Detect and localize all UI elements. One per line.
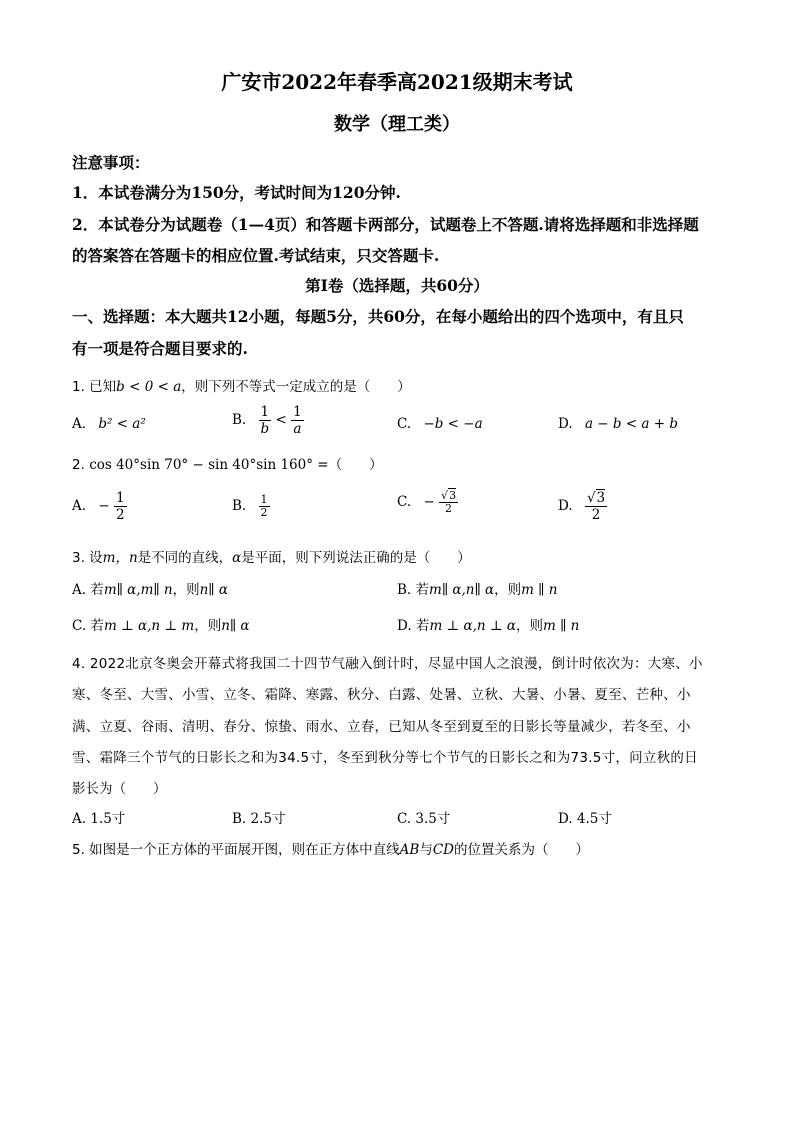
option-label: B. <box>232 412 247 428</box>
q2-prefix: 2. <box>72 457 85 473</box>
fraction: $\frac{1}{a}$ <box>293 404 302 437</box>
fraction: $\frac{1}{2}$ <box>115 490 125 523</box>
option-label: A. <box>72 498 87 514</box>
question-3-stem: 3. 设m，n是不同的直线，α是平面，则下列说法正确的是（ ） <box>72 550 471 566</box>
q3-option-c[interactable]: C. 若m ⊥ α,n ⊥ m，则n∥ α <box>72 618 250 634</box>
q2-option-a[interactable] <box>72 490 127 523</box>
q4-option-c[interactable]: C. 3.5寸 <box>397 811 451 827</box>
question-1-stem <box>72 375 411 395</box>
option-text: a − b < a + b <box>584 416 679 432</box>
subject-title: 数学（理工类） <box>334 114 460 135</box>
q2-option-c[interactable] <box>397 490 458 515</box>
q1-prefix: 1. 已知 <box>72 379 117 395</box>
question-4-line-1: 4. 2022北京冬奥会开幕式将我国二十四节气融入倒计时，尽显中国人之浪漫，倒计时依次为：大寒、小 <box>72 656 703 672</box>
q4-option-d[interactable]: D. 4.5寸 <box>558 811 612 827</box>
fraction: $\frac{√3}{2}$ <box>441 489 457 515</box>
question-4-line-3: 满、立夏、谷雨、清明、春分、惊蛰、雨水、立春，已知从冬至到夏至的日影长等量减少，若冬至、小 <box>72 719 691 735</box>
question-4-line-5: 影长为（ ） <box>72 781 167 797</box>
q3-option-a[interactable]: A. 若m∥ α,m∥ n，则n∥ α <box>72 582 228 598</box>
q1-option-d[interactable] <box>558 416 678 432</box>
q4-option-b[interactable]: B. 2.5寸 <box>232 811 286 827</box>
option-label: C. <box>397 494 412 510</box>
q3-lines: m，n <box>102 550 138 566</box>
question-4-line-4: 雪、霜降三个节气的日影长之和为34.5寸，冬至到秋分等七个节气的日影长之和为73.5寸，问立秋的日 <box>72 750 698 766</box>
option-label: C. <box>397 416 412 432</box>
sign: − <box>98 498 110 514</box>
note-item-2-line-1: 2．本试卷分为试题卷（1—4页）和答题卡两部分，试题卷上不答题.请将选择题和非选择题 <box>72 215 699 234</box>
note-item-1: 1．本试卷满分为150分，考试时间为120分钟. <box>72 183 401 202</box>
q3-option-d[interactable]: D. 若m ⊥ α,n ⊥ α，则m ∥ n <box>397 618 580 634</box>
q2-suffix: （ ） <box>328 457 383 473</box>
q2-expression: cos 40°sin 70° − sin 40°sin 160° = <box>89 457 329 473</box>
q1-option-b[interactable] <box>232 404 304 437</box>
question-4-line-2: 寒、冬至、大雪、小雪、立冬、霜降、寒露、秋分、白露、处暑、立秋、大暑、小暑、夏至、芒种、小 <box>72 687 691 703</box>
fraction: $\frac{1}{2}$ <box>260 493 268 519</box>
option-label: D. <box>558 416 573 432</box>
sign: − <box>423 494 435 510</box>
note-item-2-line-2: 的答案答在答题卡的相应位置.考试结束，只交答题卡. <box>72 246 440 265</box>
operator: < <box>275 412 287 428</box>
line-ab: AB <box>399 842 420 858</box>
notes-heading: 注意事项： <box>72 153 150 172</box>
option-label: B. <box>232 498 247 514</box>
question-2-stem <box>72 453 383 473</box>
q1-condition: b < 0 < a <box>116 379 182 395</box>
q2-option-d[interactable] <box>558 490 607 523</box>
q4-option-a[interactable]: A. 1.5寸 <box>72 811 126 827</box>
q3-plane: α <box>232 550 242 566</box>
q1-suffix: ，则下列不等式一定成立的是（ ） <box>181 379 411 395</box>
section-instruction-line-1: 一、选择题：本大题共12小题，每题5分，共60分，在每小题给出的四个选项中，有且只 <box>72 307 684 326</box>
q1-option-a[interactable] <box>72 416 146 432</box>
option-text: b² < a² <box>98 416 146 432</box>
section-instruction-line-2: 有一项是符合题目要求的. <box>72 339 248 358</box>
q3-option-b[interactable]: B. 若m∥ α,n∥ α，则m ∥ n <box>397 582 558 598</box>
option-label: A. <box>72 416 87 432</box>
option-label: D. <box>558 498 573 514</box>
q2-option-b[interactable] <box>232 494 270 519</box>
q1-option-c[interactable] <box>397 416 483 432</box>
page-title: 广安市2022年春季高2021级期末考试 <box>221 70 573 94</box>
fraction: $\frac{1}{b}$ <box>260 404 270 437</box>
option-text: −b < −a <box>423 416 483 432</box>
line-cd: CD <box>432 842 454 858</box>
question-5-stem: 5. 如图是一个正方体的平面展开图，则在正方体中直线AB与CD的位置关系为（ ） <box>72 842 589 858</box>
fraction: $\frac{√3}{2}$ <box>586 490 606 523</box>
section-title: 第Ⅰ卷（选择题，共60分） <box>305 276 489 295</box>
